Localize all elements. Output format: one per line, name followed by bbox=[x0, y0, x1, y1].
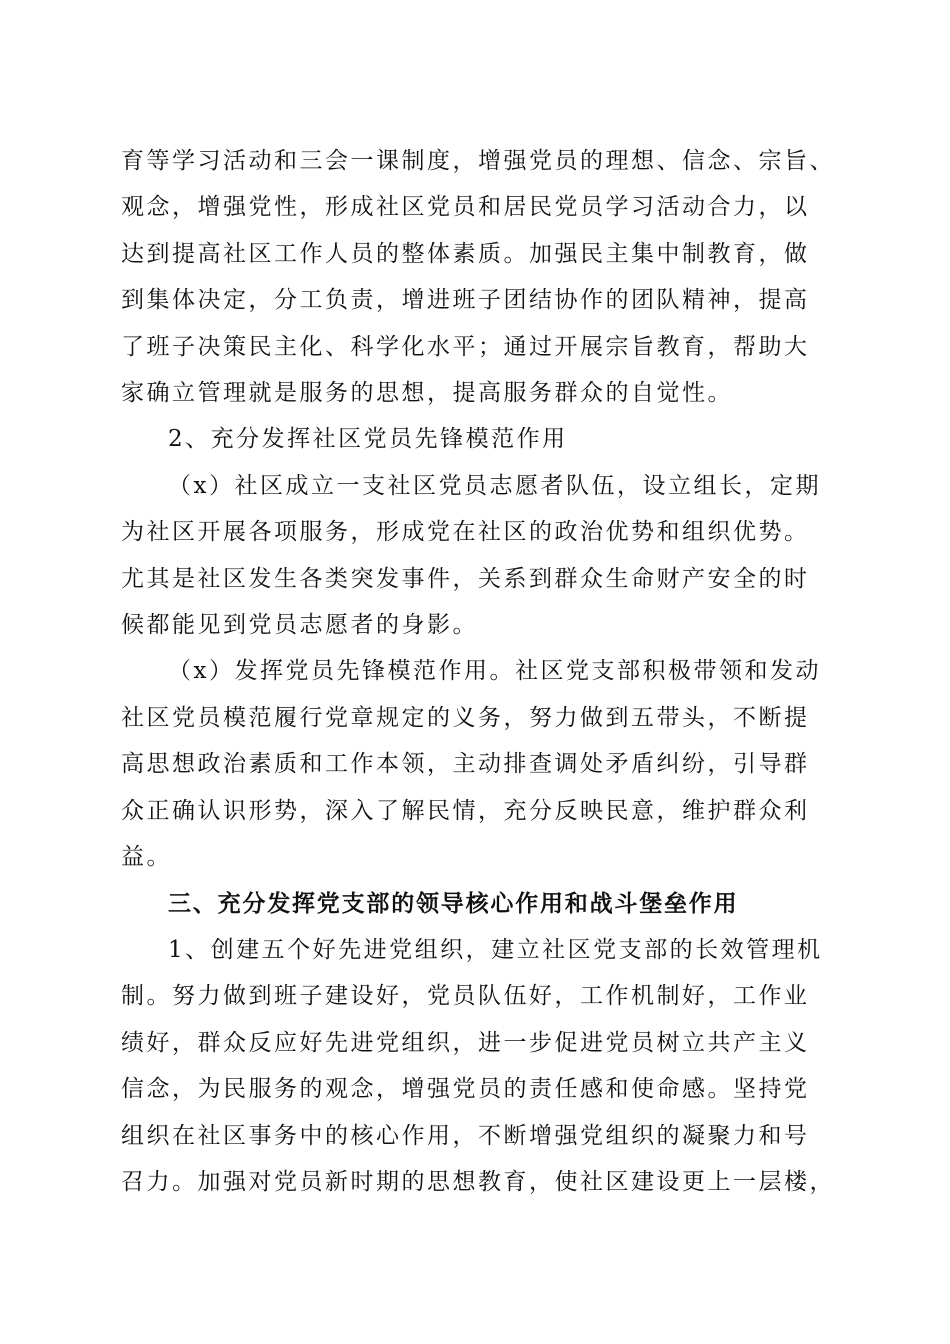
text-line: 达到提高社区工作人员的整体素质。加强民主集中制教育，做 bbox=[121, 240, 810, 267]
text-line: 育等学习活动和三会一课制度，增强党员的理想、信念、宗旨、 bbox=[121, 148, 835, 174]
paragraph-volunteer-team bbox=[121, 463, 834, 649]
text-line: 高思想政治素质和工作本领，主动排查调处矛盾纠纷，引导群 bbox=[121, 751, 810, 778]
text-line: 尤其是社区发生各类突发事件，关系到群众生命财产安全的时 bbox=[121, 565, 810, 592]
text-line: 观念，增强党性，形成社区党员和居民党员学习活动合力，以 bbox=[121, 194, 810, 221]
text-line: 为社区开展各项服务，形成党在社区的政治优势和组织优势。 bbox=[121, 519, 810, 546]
section-heading-three bbox=[121, 881, 834, 927]
paragraph-study-activities bbox=[121, 138, 834, 416]
text-line: 家确立管理就是服务的思想，提高服务群众的自觉性。 bbox=[121, 380, 733, 407]
text-line: 益。 bbox=[121, 844, 172, 871]
text-line: 社区党员模范履行党章规定的义务，努力做到五带头，不断提 bbox=[121, 704, 810, 731]
paragraph-vanguard-duties bbox=[121, 648, 834, 880]
text-line: 制。努力做到班子建设好，党员队伍好，工作机制好，工作业 bbox=[121, 983, 810, 1010]
text-line: 组织在社区事务中的核心作用，不断增强党组织的凝聚力和号 bbox=[121, 1122, 810, 1149]
text-line: 了班子决策民主化、科学化水平；通过开展宗旨教育，帮助大 bbox=[121, 333, 810, 360]
text-line: 三、充分发挥党支部的领导核心作用和战斗堡垒作用 bbox=[168, 890, 739, 917]
text-line: 候都能见到党员志愿者的身影。 bbox=[121, 612, 478, 639]
subheading-vanguard-role bbox=[121, 416, 834, 462]
paragraph-five-good-organization bbox=[121, 927, 834, 1205]
text-line: 信念，为民服务的观念，增强党员的责任感和使命感。坚持党 bbox=[121, 1076, 810, 1103]
text-line: 众正确认识形势，深入了解民情，充分反映民意，维护群众利 bbox=[121, 797, 810, 824]
text-line: （x）社区成立一支社区党员志愿者队伍，设立组长，定期 bbox=[168, 472, 821, 499]
text-line: 1、创建五个好先进党组织，建立社区党支部的长效管理机 bbox=[168, 936, 823, 963]
text-line: 到集体决定，分工负责，增进班子团结协作的团队精神，提高 bbox=[121, 287, 810, 314]
text-line: 2、充分发挥社区党员先锋模范作用 bbox=[168, 426, 568, 453]
text-line: 召力。加强对党员新时期的思想教育，使社区建设更上一层楼， bbox=[121, 1168, 835, 1195]
text-line: （x）发挥党员先锋模范作用。社区党支部积极带领和发动 bbox=[168, 658, 821, 685]
document-body bbox=[121, 138, 834, 1205]
text-line: 绩好，群众反应好先进党组织，进一步促进党员树立共产主义 bbox=[121, 1029, 810, 1056]
